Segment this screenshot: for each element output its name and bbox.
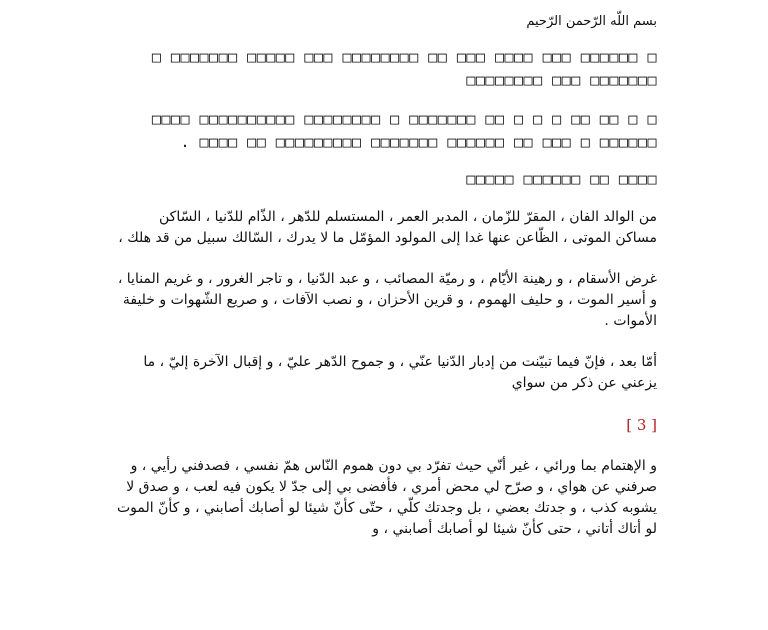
basmala-heading: بسم اللّه الرّحمن الرّحيم bbox=[526, 14, 657, 29]
unrendered-text-line-3: □□□□ □□ □□□□□□ □□□□□ bbox=[466, 170, 657, 188]
document-page bbox=[115, 12, 657, 540]
unrendered-text-line-2: □ □ □□ □□ □ □ □ □□ □□□□□□□ □ □□□□□□□□ □□□□□□□□□□ □□□□ □□□□□□ □ □□□ □□ □□□□□□ □□□□□□□ □□□□□□□□□ □□ □□□□ . bbox=[142, 110, 657, 151]
paragraph-3: أمّا بعد ، فإنّ فيما تبيّنت من إدبار الدّنيا عنّي ، و جموح الدّهر عليّ ، و إقبال الآخرة إليّ ، ما يزعني عن ذكر من سواي bbox=[143, 354, 657, 391]
paragraph-2: غرض الأسقام ، و رهينة الأيّام ، و رميّة المصائب ، و عبد الدّنيا ، و تاجر الغرور ، و غريم المنايا ، و أسير الموت ، و حليف الهموم ، و قرين الأحزان ، و نصب الآفات ، و صريع الشّهوات و خليفة الأموات . bbox=[117, 271, 657, 329]
page-number-marker: [ 3 ] bbox=[626, 416, 657, 434]
paragraph-4: و الإهتمام بما ورائي ، غير أنّي حيث تفرّد بي دون هموم النّاس همّ نفسي ، فصدفني رأيي ، و صرفني عن هواي ، و صرّح لي محض أمري ، فأفضى بي إلى جدّ لا يكون فيه لعب ، و صدق لا يشوبه كذب ، و جدتك بعضي ، بل وجدتك كلّي ، حتّى كأنّ شيئا لو أصابك أصابني ، و كأنّ الموت لو أتاك أتاني ، حتى كأنّ شيئا لو أصابك أصابني ، و bbox=[116, 458, 657, 537]
unrendered-text-line-1: □ □□□□□□ □□□ □□□□ □□□ □□ □□□□□□□□ □□□ □□□□□ □□□□□□□ □ □□□□□□□ □□□ □□□□□□□□ bbox=[142, 48, 657, 89]
paragraph-1: من الوالد الفان ، المقرّ للزّمان ، المدبر العمر ، المستسلم للدّهر ، الذّام للدّنيا ، السّاكن مساكن الموتى ، الظّاعن عنها غدا إلى المولود المؤمّل ما لا يدرك ، السّالك سبيل من قد هلك ، bbox=[118, 209, 657, 246]
